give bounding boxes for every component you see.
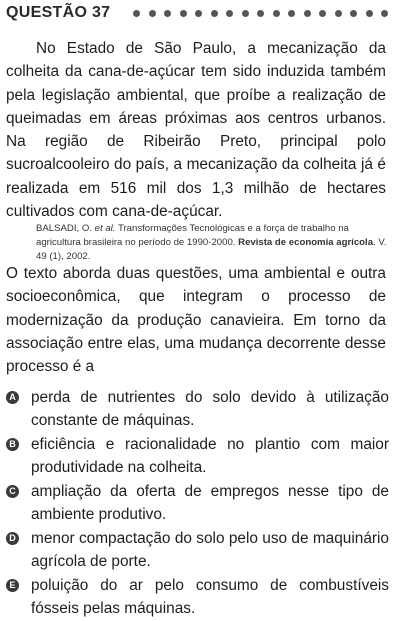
dot-icon (149, 10, 156, 17)
source-journal: Revista de economia agrícola (238, 237, 374, 248)
dot-icon (304, 10, 311, 17)
option-text: ampliação da oferta de empregos nesse tipo de ambiente produtivo. (31, 483, 389, 524)
dot-icon (273, 10, 280, 17)
source-title: Transformações Tecnológicas e a força de trabalho na agricultura brasileira no período de 1990-2000. (36, 223, 349, 248)
dot-icon (226, 10, 233, 17)
dot-icon (366, 10, 373, 17)
dot-icon (257, 10, 264, 17)
option-letter-icon: B (6, 438, 19, 451)
source-author: BALSADI, O. (36, 223, 92, 234)
dot-icon (164, 10, 171, 17)
option-text: poluição do ar pelo consumo de combustíveis fósseis pelas máquinas. (31, 577, 389, 618)
question-title: QUESTÃO 37 (6, 4, 111, 21)
passage-text: No Estado de São Paulo, a mecanização da colheita da cana-de-açúcar tem sido induzida também pela legislação ambiental, que proíbe a realização de queimadas em áreas próximas aos centros urbanos. Na região de Ribeirão Preto, principal polo sucroalcooleiro do país, a mecanização da colheita já é realizada em 516 mil dos 1,3 milhão de hectares cultivados com cana-de-açúcar. (6, 40, 386, 221)
option-letter-icon: E (6, 579, 19, 592)
source-citation (36, 222, 388, 264)
option-letter-icon: C (6, 485, 19, 498)
dot-icon (319, 10, 326, 17)
question-header (6, 4, 396, 24)
dot-icon (381, 10, 388, 17)
dot-icon (288, 10, 295, 17)
option-letter-icon: D (6, 532, 19, 545)
dot-icon (195, 10, 202, 17)
dot-icon (180, 10, 187, 17)
dot-icon (242, 10, 249, 17)
source-tail: . V. 49 (1), 2002. (36, 237, 387, 262)
dot-icon (211, 10, 218, 17)
option-text: perda de nutrientes do solo devido à utilização constante de máquinas. (31, 389, 389, 430)
option-letter-icon: A (6, 391, 19, 404)
option-text: eficiência e racionalidade no plantio com maior produtividade na colheita. (31, 436, 389, 477)
option-text: menor compactação do solo pelo uso de maquinário agrícola de porte. (31, 530, 389, 571)
source-etal: et al. (94, 223, 116, 234)
dot-icon (350, 10, 357, 17)
dot-icon (133, 10, 140, 17)
dot-icon (335, 10, 342, 17)
question-stem: O texto aborda duas questões, uma ambiental e outra socioeconômica, que integram o processo de modernização da produção canavieira. Em torno da associação entre elas, uma mudança decorrente desse processo é a (6, 265, 386, 376)
